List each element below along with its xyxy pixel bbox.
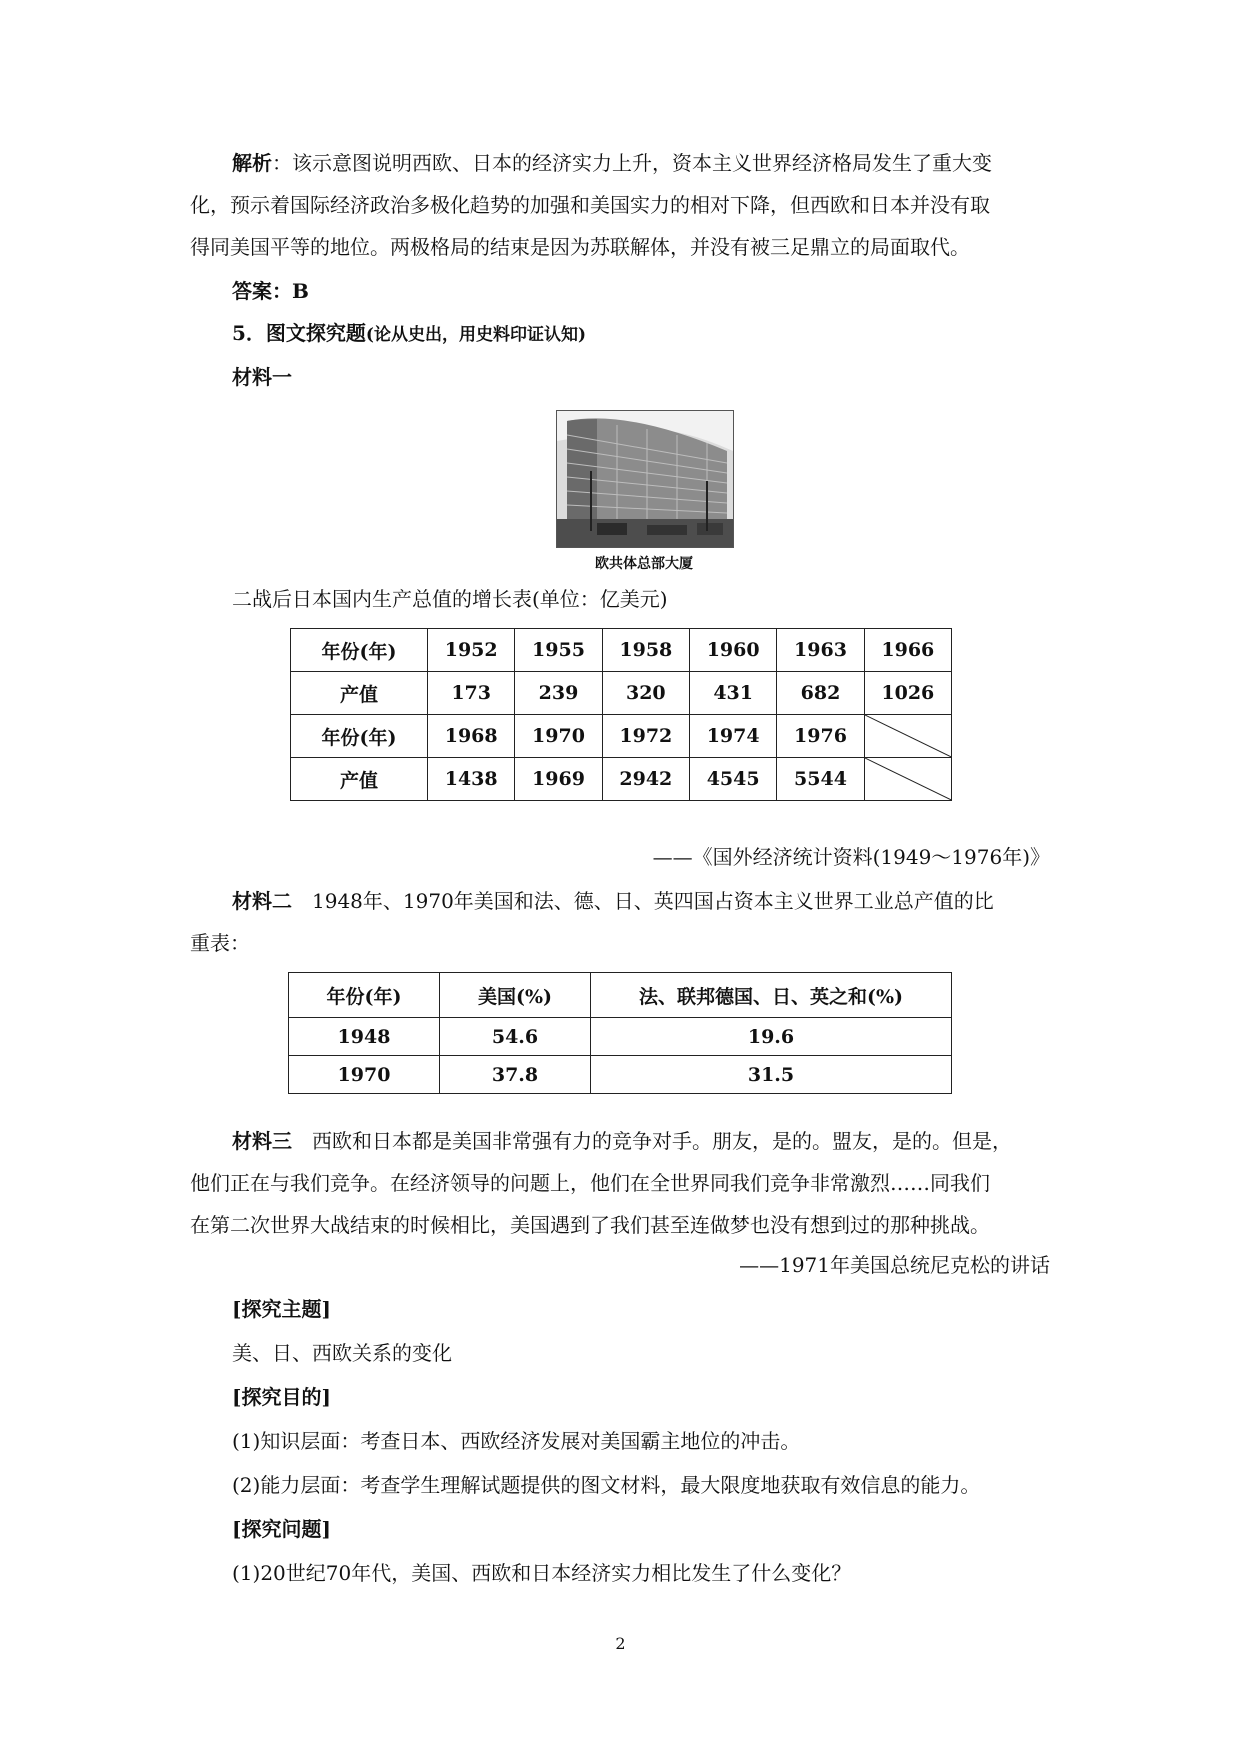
material-3-line-1: 西欧和日本都是美国非常强有力的竞争对手。朋友，是的。盟友，是的。但是， xyxy=(292,1129,1012,1153)
material-3-label: 材料三 xyxy=(232,1129,292,1153)
table-cell: 31.5 xyxy=(591,1056,952,1094)
table-cell: 1966 xyxy=(864,629,951,672)
table-1-source: ——《国外经济统计资料(1949～1976年)》 xyxy=(652,845,1050,869)
table-cell: 1952 xyxy=(428,629,515,672)
table-row xyxy=(289,973,952,1018)
explore-theme-heading: [探究主题] xyxy=(232,1297,331,1321)
table-cell: 产值 xyxy=(291,672,428,715)
table-cell: 682 xyxy=(777,672,864,715)
analysis-line-3: 得同美国平等的地位。两极格局的结束是因为苏联解体，并没有被三足鼎立的局面取代。 xyxy=(190,235,970,259)
table-cell: 320 xyxy=(602,672,689,715)
question-note: (论从史出，用史料印证认知) xyxy=(365,325,587,345)
table-cell: 1974 xyxy=(689,715,776,758)
material-1-label: 材料一 xyxy=(232,365,292,389)
analysis-paragraph xyxy=(190,142,1050,184)
material-3-paragraph xyxy=(190,1120,1050,1162)
table-cell: 54.6 xyxy=(440,1018,591,1056)
table-cell: 5544 xyxy=(777,758,864,801)
table-cell: 1438 xyxy=(428,758,515,801)
table-row xyxy=(291,758,952,801)
material-2-paragraph xyxy=(190,880,1050,922)
table-cell: 2942 xyxy=(602,758,689,801)
ec-headquarters-photo xyxy=(556,410,734,548)
table-cell: 19.6 xyxy=(591,1018,952,1056)
table-cell: 1969 xyxy=(515,758,602,801)
table-cell: 年份(年) xyxy=(289,973,440,1018)
table-cell: 1963 xyxy=(777,629,864,672)
table-row xyxy=(289,1018,952,1056)
table-cell: 173 xyxy=(428,672,515,715)
japan-gdp-table xyxy=(290,628,952,801)
question-heading xyxy=(190,312,1050,356)
analysis-label: 解析 xyxy=(232,151,272,175)
table-1-title: 二战后日本国内生产总值的增长表(单位：亿美元) xyxy=(232,587,668,611)
analysis-line-2: 化，预示着国际经济政治多极化趋势的加强和美国实力的相对下降，但西欧和日本并没有取 xyxy=(190,193,990,217)
table-cell: 1976 xyxy=(777,715,864,758)
table-cell: 37.8 xyxy=(440,1056,591,1094)
page-number: 2 xyxy=(615,1634,626,1653)
table-cell: 美国(%) xyxy=(440,973,591,1018)
explore-purpose-1: (1)知识层面：考查日本、西欧经济发展对美国霸主地位的冲击。 xyxy=(232,1429,801,1453)
table-cell: 4545 xyxy=(689,758,776,801)
material-2-line-2: 重表： xyxy=(190,931,250,955)
answer-line: 答案：B xyxy=(232,279,309,303)
table-cell: 年份(年) xyxy=(291,629,428,672)
photo-caption: 欧共体总部大厦 xyxy=(595,556,693,572)
empty-diagonal-cell xyxy=(864,715,951,758)
table-cell: 1948 xyxy=(289,1018,440,1056)
table-cell: 产值 xyxy=(291,758,428,801)
explore-purpose-2: (2)能力层面：考查学生理解试题提供的图文材料，最大限度地获取有效信息的能力。 xyxy=(232,1473,981,1497)
table-row xyxy=(291,715,952,758)
table-cell: 431 xyxy=(689,672,776,715)
table-cell: 1960 xyxy=(689,629,776,672)
explore-question-heading: [探究问题] xyxy=(232,1517,331,1541)
question-number: 5．图文探究题 xyxy=(232,321,366,345)
building-illustration xyxy=(557,411,733,547)
table-cell: 1026 xyxy=(864,672,951,715)
material-2-line-1: 1948年、1970年美国和法、德、日、英四国占资本主义世界工业总产值的比 xyxy=(292,889,994,913)
explore-purpose-heading: [探究目的] xyxy=(232,1385,331,1409)
table-cell: 1968 xyxy=(428,715,515,758)
table-cell: 年份(年) xyxy=(291,715,428,758)
table-cell: 1955 xyxy=(515,629,602,672)
table-row xyxy=(291,629,952,672)
material-3-line-2: 他们正在与我们竞争。在经济领导的问题上，他们在全世界同我们竞争非常激烈……同我们 xyxy=(190,1171,990,1195)
table-row xyxy=(291,672,952,715)
industrial-output-share-table xyxy=(288,972,952,1094)
table-cell: 1972 xyxy=(602,715,689,758)
material-2-label: 材料二 xyxy=(232,889,292,913)
empty-diagonal-cell xyxy=(864,758,951,801)
table-cell: 法、联邦德国、日、英之和(%) xyxy=(591,973,952,1018)
analysis-line-1: ：该示意图说明西欧、日本的经济实力上升，资本主义世界经济格局发生了重大变 xyxy=(272,151,992,175)
table-row xyxy=(289,1056,952,1094)
table-cell: 1958 xyxy=(602,629,689,672)
explore-theme: 美、日、西欧关系的变化 xyxy=(232,1341,452,1365)
table-cell: 239 xyxy=(515,672,602,715)
table-cell: 1970 xyxy=(289,1056,440,1094)
table-cell: 1970 xyxy=(515,715,602,758)
explore-question-1: (1)20世纪70年代，美国、西欧和日本经济实力相比发生了什么变化？ xyxy=(232,1561,852,1585)
material-3-source: ——1971年美国总统尼克松的讲话 xyxy=(739,1253,1050,1277)
material-3-line-3: 在第二次世界大战结束的时候相比，美国遇到了我们甚至连做梦也没有想到过的那种挑战。 xyxy=(190,1213,990,1237)
